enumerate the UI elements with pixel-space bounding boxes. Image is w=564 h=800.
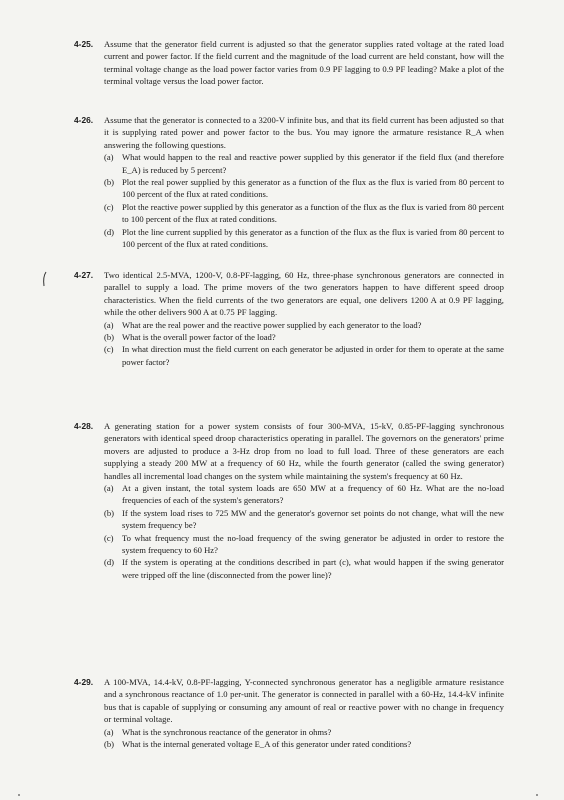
part-label: (b) bbox=[104, 177, 115, 188]
part-label: (b) bbox=[104, 332, 115, 343]
part-label: (a) bbox=[104, 483, 114, 494]
part-text: If the system is operating at the conditions described in part (c), what would happen if the swing generator were tripped off the line (disconnected from the power line)? bbox=[122, 557, 504, 580]
problem-part bbox=[104, 556, 504, 581]
problem-part bbox=[104, 331, 504, 343]
part-text: What is the internal generated voltage E_A of this generator under rated conditions? bbox=[122, 739, 412, 750]
part-text: Plot the reactive power supplied by this generator as a function of the flux as the flux is varied from 80 percent to 100 percent of the flux at rated conditions. bbox=[122, 201, 504, 225]
problem-number: 4-27. bbox=[74, 270, 94, 280]
problem-part bbox=[104, 343, 504, 368]
problem-text: Assume that the generator is connected to a 3200-V infinite bus, and that its field current has been adjusted so that it is supplying rated power and power factor to the bus. You may ignore the armature resistance R_A when answering the following questions. bbox=[104, 115, 504, 150]
problem-4-26 bbox=[74, 114, 504, 250]
part-label: (b) bbox=[104, 739, 115, 750]
problem-number: 4-26. bbox=[74, 115, 94, 125]
problem-4-25 bbox=[74, 38, 504, 88]
part-text: In what direction must the field current on each generator be adjusted in order for them to operate at the same power factor? bbox=[122, 344, 504, 367]
part-text: Plot the real power supplied by this generator as a function of the flux as the flux is varied from 80 percent to 100 percent of the flux at rated conditions. bbox=[122, 177, 504, 200]
part-text: To what frequency must the no-load frequency of the swing generator be adjusted in order to restore the system frequency to 60 Hz? bbox=[122, 532, 504, 556]
part-text: At a given instant, the total system loads are 650 MW at a frequency of 60 Hz. What are the no-load frequencies of each of the system's generators? bbox=[122, 483, 504, 506]
part-label: (b) bbox=[104, 507, 115, 518]
problem-text: Assume that the generator field current is adjusted so that the generator supplies rated voltage at the rated load current and power factor. If the field current and the magnitude of the load current are held constant, how will the terminal voltage change as the load power factor varies from 0.9 PF lagging to 0.9 PF leading? Make a plot of the terminal voltage versus the load power factor. bbox=[104, 39, 504, 87]
problem-4-29 bbox=[74, 676, 504, 750]
problem-4-28 bbox=[74, 420, 504, 581]
part-text: What is the overall power factor of the load? bbox=[122, 332, 276, 343]
part-label: (c) bbox=[104, 532, 114, 543]
problem-number: 4-25. bbox=[74, 39, 94, 49]
problem-part bbox=[104, 151, 504, 176]
scan-speck bbox=[536, 794, 538, 796]
part-text: Plot the line current supplied by this generator as a function of the flux as the flux is varied from 80 percent to 100 percent of the flux at rated conditions. bbox=[122, 226, 504, 250]
part-label: (d) bbox=[104, 557, 115, 568]
problem-text: A 100-MVA, 14.4-kV, 0.8-PF-lagging, Y-connected synchronous generator has a negligible armature resistance and a synchronous reactance of 1.0 per-unit. The generator is connected in parallel with a 60-Hz, 14.4-kV infinite bus that is capable of supplying or consuming any amount of real or reactive power with no change in frequency or terminal voltage. bbox=[104, 677, 504, 725]
problem-part bbox=[104, 319, 504, 331]
problem-number: 4-28. bbox=[74, 421, 94, 431]
part-label: (a) bbox=[104, 319, 114, 330]
problem-text: A generating station for a power system consists of four 300-MVA, 15-kV, 0.85-PF-lagging synchronous generators with identical speed droop characteristics operating in parallel. The governors on the generators' prime movers are adjusted to produce a 3-Hz drop from no load to full load. Three of these generators are each supplying a steady 200 MW at a frequency of 60 Hz, while the fourth generator (called the swing generator) handles all incremental load changes on the system while maintaining the system's frequency at 60 Hz. bbox=[104, 421, 504, 481]
problem-part bbox=[104, 726, 504, 738]
part-label: (c) bbox=[104, 344, 114, 355]
part-text: What is the synchronous reactance of the generator in ohms? bbox=[122, 726, 332, 737]
problem-number: 4-29. bbox=[74, 677, 94, 687]
problem-part bbox=[104, 176, 504, 201]
part-label: (a) bbox=[104, 152, 114, 163]
margin-pen-mark bbox=[42, 271, 48, 287]
part-label: (c) bbox=[104, 201, 114, 212]
problem-part bbox=[104, 532, 504, 557]
part-text: If the system load rises to 725 MW and the generator's governor set points do not change, what will the new system frequency be? bbox=[122, 507, 504, 531]
part-label: (a) bbox=[104, 726, 114, 737]
part-label: (d) bbox=[104, 226, 115, 237]
scan-speck bbox=[18, 794, 20, 796]
problem-part bbox=[104, 738, 504, 750]
problem-part bbox=[104, 226, 504, 251]
problem-part bbox=[104, 201, 504, 226]
part-text: What would happen to the real and reactive power supplied by this generator if the field flux (and therefore E_A) is reduced by 5 percent? bbox=[122, 152, 504, 175]
problem-4-27 bbox=[74, 269, 504, 368]
part-text: What are the real power and the reactive power supplied by each generator to the load? bbox=[122, 319, 422, 330]
problem-part bbox=[104, 507, 504, 532]
problem-part bbox=[104, 482, 504, 507]
problem-text: Two identical 2.5-MVA, 1200-V, 0.8-PF-lagging, 60 Hz, three-phase synchronous generators are connected in parallel to supply a load. The prime movers of the two generators happen to have different speed droop characteristics. When the field currents of the two generators are equal, one delivers 1200 A at 0.9 PF lagging, while the other delivers 900 A at 0.75 PF lagging. bbox=[104, 270, 504, 318]
